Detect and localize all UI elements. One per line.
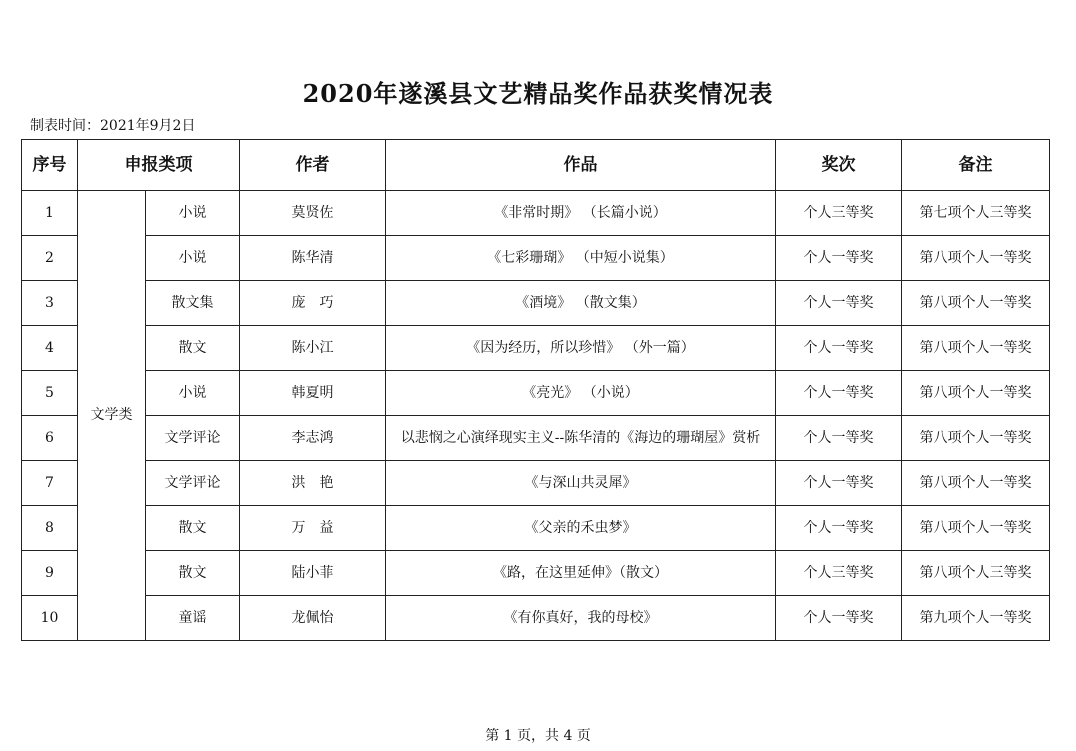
row-work: 《因为经历，所以珍惜》 （外一篇） — [386, 326, 776, 371]
header-category: 申报类项 — [78, 140, 240, 191]
header-index: 序号 — [22, 140, 78, 191]
row-award: 个人一等奖 — [776, 236, 902, 281]
row-work: 《非常时期》 （长篇小说） — [386, 191, 776, 236]
row-author: 李志鸿 — [240, 416, 386, 461]
row-remark: 第八项个人一等奖 — [902, 281, 1050, 326]
awards-table — [21, 139, 1050, 641]
row-index: 6 — [22, 416, 78, 461]
row-award: 个人一等奖 — [776, 371, 902, 416]
row-author: 陆小菲 — [240, 551, 386, 596]
category-group: 文学类 — [78, 191, 146, 641]
header-work: 作品 — [386, 140, 776, 191]
row-award: 个人一等奖 — [776, 506, 902, 551]
row-subcategory: 散文 — [146, 506, 240, 551]
row-work: 《七彩珊瑚》 （中短小说集） — [386, 236, 776, 281]
row-subcategory: 文学评论 — [146, 416, 240, 461]
table-row — [22, 371, 1050, 416]
row-subcategory: 小说 — [146, 236, 240, 281]
row-work: 《酒境》 （散文集） — [386, 281, 776, 326]
row-author: 庞 巧 — [240, 281, 386, 326]
row-work: 《亮光》 （小说） — [386, 371, 776, 416]
row-remark: 第七项个人三等奖 — [902, 191, 1050, 236]
row-remark: 第八项个人一等奖 — [902, 371, 1050, 416]
row-index: 7 — [22, 461, 78, 506]
table-date: 制表时间：2021年9月2日 — [30, 118, 196, 134]
table-row — [22, 236, 1050, 281]
table-row — [22, 506, 1050, 551]
row-index: 5 — [22, 371, 78, 416]
row-index: 2 — [22, 236, 78, 281]
row-subcategory: 散文 — [146, 551, 240, 596]
row-award: 个人一等奖 — [776, 281, 902, 326]
row-award: 个人一等奖 — [776, 326, 902, 371]
row-remark: 第八项个人一等奖 — [902, 236, 1050, 281]
row-author: 莫贤佐 — [240, 191, 386, 236]
row-remark: 第八项个人三等奖 — [902, 551, 1050, 596]
page-footer: 第 1 页，共 4 页 — [485, 728, 591, 744]
row-index: 8 — [22, 506, 78, 551]
row-work: 《路，在这里延伸》（散文） — [386, 551, 776, 596]
row-remark: 第八项个人一等奖 — [902, 326, 1050, 371]
document-title: 2020年遂溪县文艺精品奖作品获奖情况表 — [302, 79, 774, 108]
row-author: 陈小江 — [240, 326, 386, 371]
row-remark: 第八项个人一等奖 — [902, 416, 1050, 461]
row-work: 《父亲的禾虫梦》 — [386, 506, 776, 551]
row-award: 个人一等奖 — [776, 596, 902, 641]
row-award: 个人一等奖 — [776, 461, 902, 506]
row-award: 个人三等奖 — [776, 191, 902, 236]
table-row — [22, 191, 1050, 236]
table-row — [22, 326, 1050, 371]
row-author: 万 益 — [240, 506, 386, 551]
header-award: 奖次 — [776, 140, 902, 191]
row-index: 4 — [22, 326, 78, 371]
row-subcategory: 文学评论 — [146, 461, 240, 506]
row-work: 《与深山共灵犀》 — [386, 461, 776, 506]
row-author: 洪 艳 — [240, 461, 386, 506]
row-subcategory: 散文集 — [146, 281, 240, 326]
row-work: 以悲悯之心演绎现实主义--陈华清的《海边的珊瑚屋》赏析 — [386, 416, 776, 461]
row-remark: 第八项个人一等奖 — [902, 461, 1050, 506]
header-author: 作者 — [240, 140, 386, 191]
table-row — [22, 596, 1050, 641]
header-row — [22, 140, 1050, 191]
row-award: 个人三等奖 — [776, 551, 902, 596]
row-subcategory: 散文 — [146, 326, 240, 371]
row-subcategory: 小说 — [146, 371, 240, 416]
table-row — [22, 281, 1050, 326]
row-remark: 第八项个人一等奖 — [902, 506, 1050, 551]
row-index: 10 — [22, 596, 78, 641]
row-author: 陈华清 — [240, 236, 386, 281]
table-row — [22, 416, 1050, 461]
row-author: 韩夏明 — [240, 371, 386, 416]
row-work: 《有你真好，我的母校》 — [386, 596, 776, 641]
row-author: 龙佩怡 — [240, 596, 386, 641]
table-row — [22, 551, 1050, 596]
row-subcategory: 童谣 — [146, 596, 240, 641]
header-remark: 备注 — [902, 140, 1050, 191]
row-index: 9 — [22, 551, 78, 596]
row-award: 个人一等奖 — [776, 416, 902, 461]
row-remark: 第九项个人一等奖 — [902, 596, 1050, 641]
row-index: 3 — [22, 281, 78, 326]
row-subcategory: 小说 — [146, 191, 240, 236]
row-index: 1 — [22, 191, 78, 236]
table-row — [22, 461, 1050, 506]
